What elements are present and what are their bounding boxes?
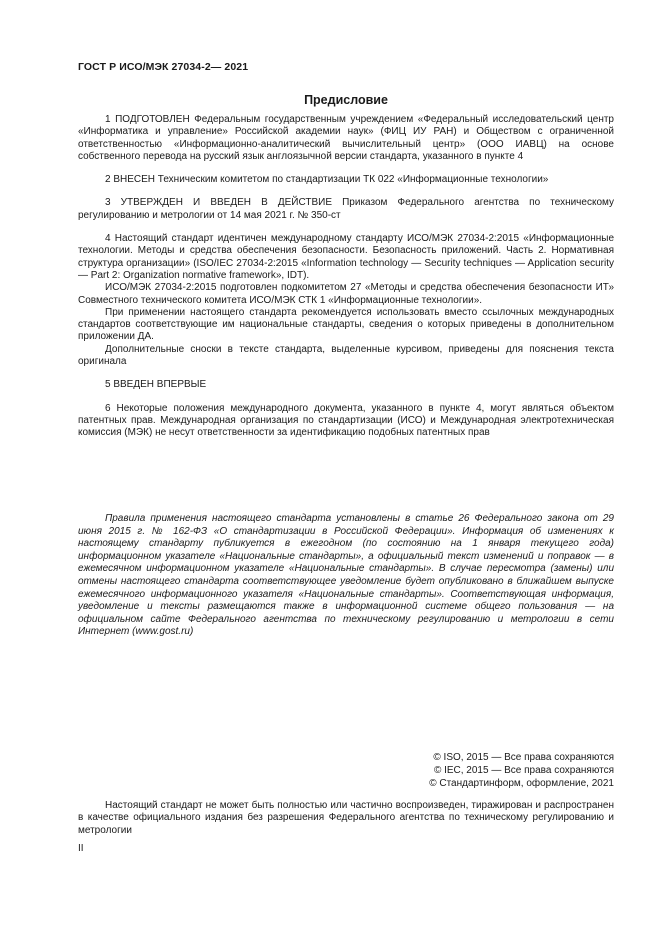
paragraph-patents: 6 Некоторые положения международного документа, указанного в пункте 4, могут являться объектом патентных прав. Международная организация по стандартизации (ИСО) и Международная электротехническая комиссия (МЭК) не несут ответственности за идентификацию подобных патентных прав: [78, 402, 614, 439]
copyright-block: [429, 751, 614, 790]
copyright-iec: © IEC, 2015 — Все права сохраняются: [433, 765, 614, 776]
page-title: Предисловие: [304, 93, 388, 107]
paragraph-references: При применении настоящего стандарта рекомендуется использовать вместо ссылочных международных стандартов соответствующие им национальные стандарты, сведения о которых приведены в дополнительном приложении ДА.: [78, 306, 614, 343]
copyright-standartinform: © Стандартинформ, оформление, 2021: [429, 778, 614, 789]
paragraph-introduced: 5 ВВЕДЕН ВПЕРВЫЕ: [105, 379, 207, 391]
paragraph-submitted: 2 ВНЕСЕН Техническим комитетом по стандартизации ТК 022 «Информационные технологии»: [105, 174, 549, 186]
paragraph-prepared-by-subcommittee: ИСО/МЭК 27034-2:2015 подготовлен подкомитетом 27 «Методы и средства обеспечения безопасности ИТ» Совместного технического комитета ИСО/МЭК СТК 1 «Информационные технологии».: [78, 282, 614, 306]
paragraph-footnotes: Дополнительные сноски в тексте стандарта, выделенные курсивом, приведены для пояснения текста оригинала: [78, 343, 614, 368]
application-rules-notice: [78, 513, 614, 639]
paragraph-approved: 3 УТВЕРЖДЕН И ВВЕДЕН В ДЕЙСТВИЕ Приказом Федерального агентства по техническому регулированию и метрологии от 14 мая 2021 г. № 350-ст: [78, 197, 614, 221]
reproduction-text: Настоящий стандарт не может быть полностью или частично воспроизведен, тиражирован и распространен в качестве официального издания без разрешения Федерального агентства по техническому регулированию и метрологии: [78, 800, 614, 836]
page-number: II: [78, 843, 84, 854]
notice-text: Правила применения настоящего стандарта установлены в статье 26 Федерального закона от 29 июня 2015 г. № 162-ФЗ «О стандартизации в Российской Федерации». Информация об изменениях к настоящему стандарту публикуется в ежегодном (по состоянию на 1 января текущего года) информационном указателе «Национальные стандарты», а официальный текст изменений и поправок — в ежемесячном информационном указателе «Национальные стандарты». В случае пересмотра (замены) или отмены настоящего стандарта соответствующее уведомление будет опубликовано в ближайшем выпуске ежемесячного информационного указателя «Национальные стандарты». Соответствующая информация, уведомление и тексты размещаются также в информационной системе общего пользования — на официальном сайте Федерального агентства по техническому регулированию и метрологии в сети Интернет (www.gost.ru): [78, 513, 614, 638]
preface-body: [78, 114, 614, 440]
paragraph-identical: 4 Настоящий стандарт идентичен международному стандарту ИСО/МЭК 27034-2:2015 «Информационные технологии. Методы и средства обеспечения безопасности. Безопасность приложений. Часть 2. Нормативная структура организации» (ISO/IEC 27034-2:2015 «Information technology — Security techniques — Application security — Part 2: Organization normative framework», IDT).: [78, 233, 614, 281]
copyright-iso: © ISO, 2015 — Все права сохраняются: [433, 752, 614, 763]
document-code-header: ГОСТ Р ИСО/МЭК 27034-2— 2021: [78, 61, 249, 73]
paragraph-prepared: 1 ПОДГОТОВЛЕН Федеральным государственным учреждением «Федеральный исследовательский центр «Информатика и управление» Российской академии наук» (ФИЦ ИУ РАН) и Обществом с ограниченной ответственностью «Информационно-аналитический вычислительный центр» (ООО ИАВЦ) на основе собственного перевода на русский язык англоязычной версии стандарта, указанного в пункте 4: [78, 114, 614, 162]
reproduction-notice: [78, 800, 614, 837]
